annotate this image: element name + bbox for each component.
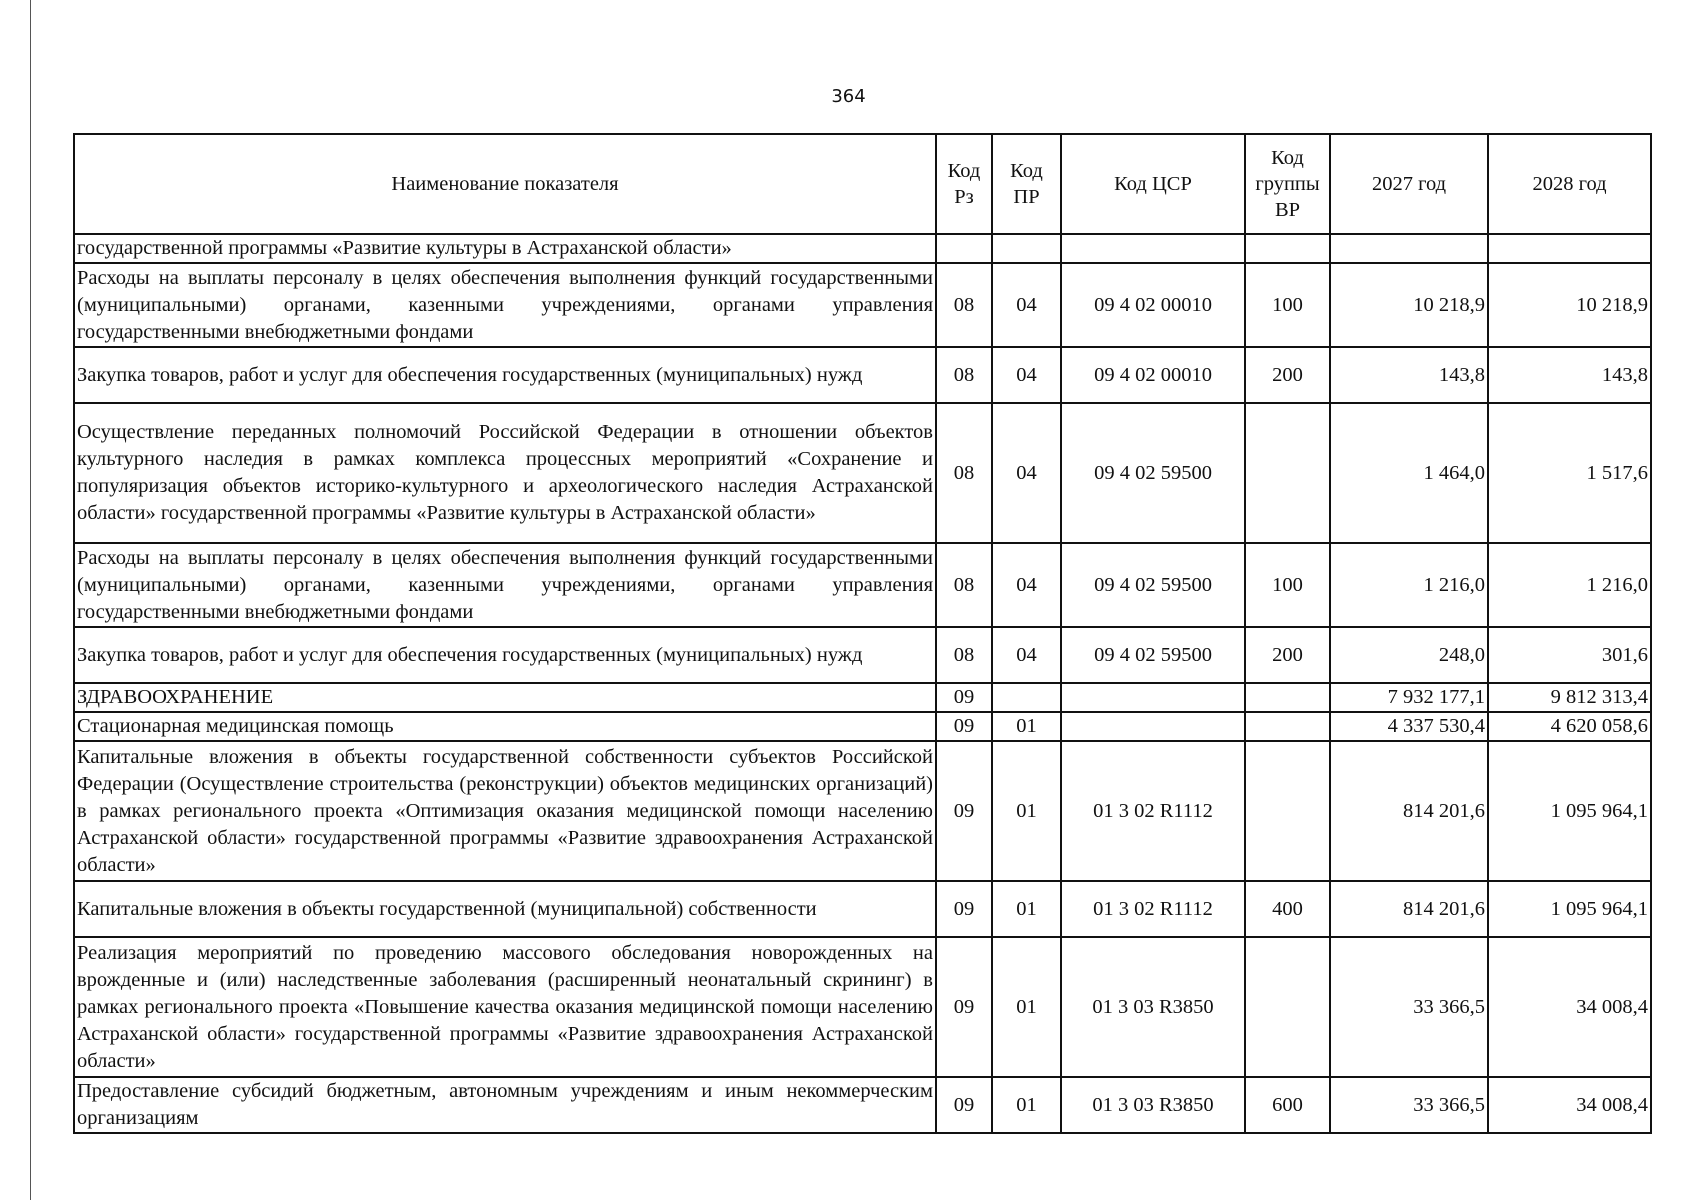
row-vr: 400 (1245, 881, 1330, 937)
row-2028: 1 517,6 (1488, 403, 1651, 543)
table-row (74, 937, 1651, 1077)
budget-table (73, 133, 1652, 1134)
row-name: Капитальные вложения в объекты государственной собственности субъектов Российской Федерации (Осуществление строительства (реконструкции) объектов медицинских организаций) в рамках регионального проекта «Оптимизация оказания медицинской помощи населению Астраханской области» государственной программы «Развитие здравоохранения Астраханской области» (74, 741, 936, 881)
row-2028 (1488, 234, 1651, 263)
header-2027: 2027 год (1330, 134, 1488, 234)
header-row (74, 134, 1651, 234)
row-name: Стационарная медицинская помощь (74, 712, 936, 741)
row-vr: 200 (1245, 627, 1330, 683)
row-pr: 04 (992, 347, 1061, 403)
row-name: государственной программы «Развитие культуры в Астраханской области» (74, 234, 936, 263)
page-number: 364 (831, 86, 866, 107)
row-2028: 1 095 964,1 (1488, 741, 1651, 881)
row-name: Закупка товаров, работ и услуг для обеспечения государственных (муниципальных) нужд (74, 627, 936, 683)
row-rz (936, 234, 992, 263)
row-vr: 600 (1245, 1077, 1330, 1133)
row-rz: 08 (936, 627, 992, 683)
header-csr: Код ЦСР (1061, 134, 1245, 234)
row-pr: 01 (992, 1077, 1061, 1133)
row-csr: 09 4 02 00010 (1061, 263, 1245, 347)
row-name: Осуществление переданных полномочий Российской Федерации в отношении объектов культурного наследия в рамках комплекса процессных мероприятий «Сохранение и популяризация объектов историко-культурного и археологического наследия Астраханской области» государственной программы «Развитие культуры в Астраханской области» (74, 403, 936, 543)
table-row (74, 881, 1651, 937)
row-2028: 1 216,0 (1488, 543, 1651, 627)
row-2028: 9 812 313,4 (1488, 683, 1651, 712)
row-csr: 01 3 02 R1112 (1061, 741, 1245, 881)
row-vr: 100 (1245, 263, 1330, 347)
row-2027: 1 216,0 (1330, 543, 1488, 627)
row-pr: 01 (992, 937, 1061, 1077)
header-pr: Код ПР (992, 134, 1061, 234)
row-rz: 08 (936, 347, 992, 403)
row-rz: 09 (936, 712, 992, 741)
row-2028: 10 218,9 (1488, 263, 1651, 347)
row-2027 (1330, 234, 1488, 263)
row-vr (1245, 683, 1330, 712)
row-vr (1245, 403, 1330, 543)
row-name: Расходы на выплаты персоналу в целях обеспечения выполнения функций государственными (муниципальными) органами, казенными учреждениями, органами управления государственными внебюджетными фондами (74, 263, 936, 347)
row-vr (1245, 741, 1330, 881)
row-rz: 08 (936, 403, 992, 543)
header-rz: Код Рз (936, 134, 992, 234)
header-vr: Код группы ВР (1245, 134, 1330, 234)
row-rz: 09 (936, 741, 992, 881)
row-pr (992, 683, 1061, 712)
header-name: Наименование показателя (74, 134, 936, 234)
row-name: Закупка товаров, работ и услуг для обеспечения государственных (муниципальных) нужд (74, 347, 936, 403)
table-row (74, 347, 1651, 403)
row-vr (1245, 937, 1330, 1077)
row-csr: 01 3 02 R1112 (1061, 881, 1245, 937)
row-pr: 01 (992, 712, 1061, 741)
row-csr (1061, 683, 1245, 712)
table-row (74, 403, 1651, 543)
table-row (74, 712, 1651, 741)
row-pr: 01 (992, 741, 1061, 881)
row-2028: 1 095 964,1 (1488, 881, 1651, 937)
row-vr: 100 (1245, 543, 1330, 627)
row-rz: 09 (936, 937, 992, 1077)
row-vr: 200 (1245, 347, 1330, 403)
row-2028: 143,8 (1488, 347, 1651, 403)
table-row (74, 1077, 1651, 1133)
row-2027: 4 337 530,4 (1330, 712, 1488, 741)
row-2028: 301,6 (1488, 627, 1651, 683)
row-vr (1245, 234, 1330, 263)
row-csr: 01 3 03 R3850 (1061, 937, 1245, 1077)
row-pr: 04 (992, 263, 1061, 347)
row-pr: 04 (992, 543, 1061, 627)
row-2027: 7 932 177,1 (1330, 683, 1488, 712)
row-pr: 04 (992, 403, 1061, 543)
row-pr (992, 234, 1061, 263)
row-csr (1061, 234, 1245, 263)
row-csr: 01 3 03 R3850 (1061, 1077, 1245, 1133)
row-name: Предоставление субсидий бюджетным, автономным учреждениям и иным некоммерческим организациям (74, 1077, 936, 1133)
table-row (74, 627, 1651, 683)
row-2027: 1 464,0 (1330, 403, 1488, 543)
row-pr: 04 (992, 627, 1061, 683)
row-2027: 143,8 (1330, 347, 1488, 403)
row-rz: 08 (936, 263, 992, 347)
row-name: Расходы на выплаты персоналу в целях обеспечения выполнения функций государственными (муниципальными) органами, казенными учреждениями, органами управления государственными внебюджетными фондами (74, 543, 936, 627)
row-2027: 248,0 (1330, 627, 1488, 683)
row-rz: 09 (936, 881, 992, 937)
row-csr: 09 4 02 59500 (1061, 627, 1245, 683)
row-2027: 10 218,9 (1330, 263, 1488, 347)
table-row (74, 543, 1651, 627)
row-rz: 09 (936, 683, 992, 712)
row-pr: 01 (992, 881, 1061, 937)
row-2027: 33 366,5 (1330, 1077, 1488, 1133)
row-2028: 4 620 058,6 (1488, 712, 1651, 741)
row-rz: 08 (936, 543, 992, 627)
row-rz: 09 (936, 1077, 992, 1133)
row-csr: 09 4 02 59500 (1061, 543, 1245, 627)
row-vr (1245, 712, 1330, 741)
table-row (74, 741, 1651, 881)
row-name: Реализация мероприятий по проведению массового обследования новорожденных на врожденные и (или) наследственные заболевания (расширенный неонатальный скрининг) в рамках регионального проекта «Повышение качества оказания медицинской помощи населению Астраханской области» государственной программы «Развитие здравоохранения Астраханской области» (74, 937, 936, 1077)
left-margin-line (30, 0, 31, 1200)
header-2028: 2028 год (1488, 134, 1651, 234)
row-2028: 34 008,4 (1488, 1077, 1651, 1133)
row-csr: 09 4 02 00010 (1061, 347, 1245, 403)
table-row (74, 234, 1651, 263)
row-name: Капитальные вложения в объекты государственной (муниципальной) собственности (74, 881, 936, 937)
row-2028: 34 008,4 (1488, 937, 1651, 1077)
row-csr: 09 4 02 59500 (1061, 403, 1245, 543)
table-row (74, 683, 1651, 712)
row-name: ЗДРАВООХРАНЕНИЕ (74, 683, 936, 712)
table-row (74, 263, 1651, 347)
row-2027: 814 201,6 (1330, 741, 1488, 881)
row-csr (1061, 712, 1245, 741)
row-2027: 33 366,5 (1330, 937, 1488, 1077)
row-2027: 814 201,6 (1330, 881, 1488, 937)
